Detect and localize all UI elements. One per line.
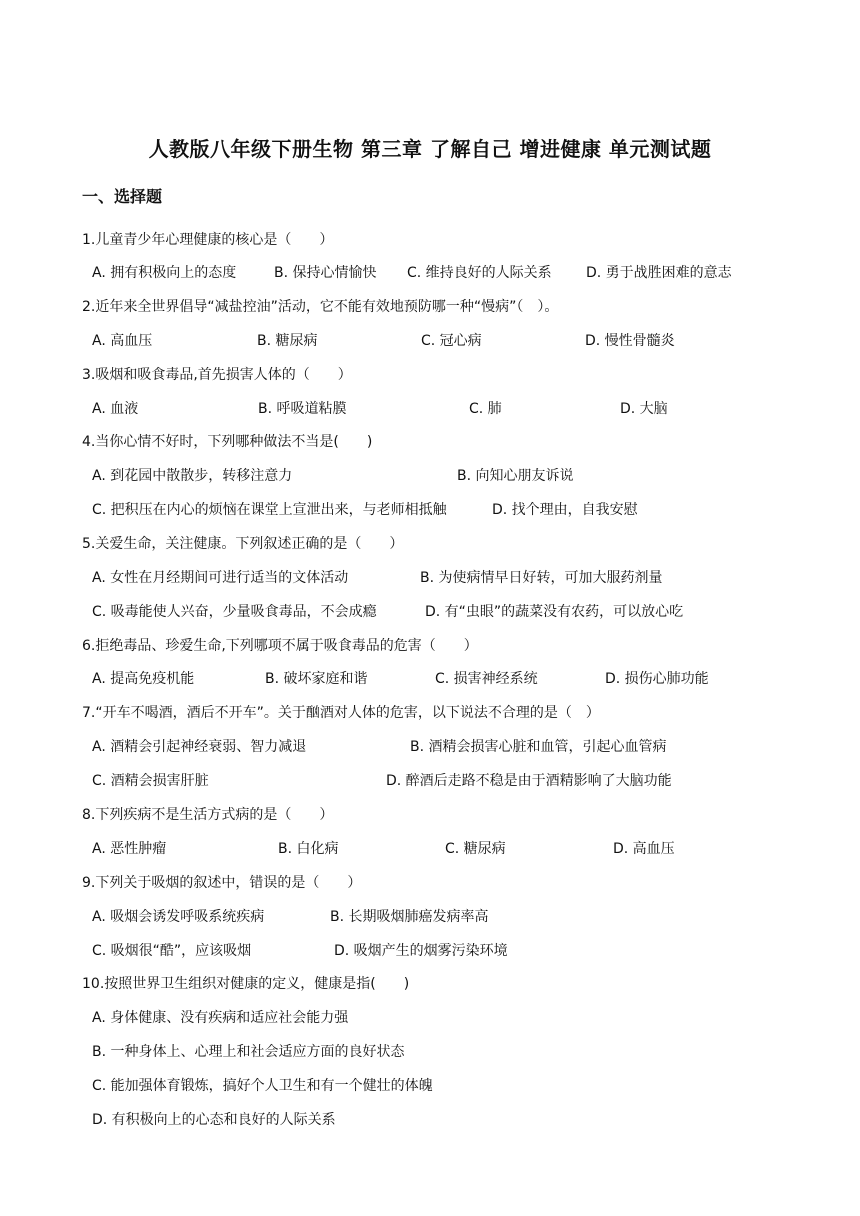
q10-option-d[interactable]: D. 有积极向上的心态和良好的人际关系 — [92, 1112, 336, 1128]
q1-option-d[interactable]: D. 勇于战胜困难的意志 — [586, 265, 732, 281]
q6-option-d[interactable]: D. 损伤心肺功能 — [605, 671, 709, 687]
q1-option-c[interactable]: C. 维持良好的人际关系 — [407, 265, 552, 281]
q6-option-c[interactable]: C. 损害神经系统 — [435, 671, 538, 687]
question-2: 2.近年来全世界倡导“减盐控油”活动，它不能有效地预防哪一种“慢病”（ ）。 — [82, 299, 559, 315]
question-1: 1.儿童青少年心理健康的核心是（ ） — [82, 232, 334, 248]
q5-option-d[interactable]: D. 有“虫眼”的蔬菜没有农药，可以放心吃 — [425, 604, 684, 620]
q7-option-a[interactable]: A. 酒精会引起神经衰弱、智力减退 — [92, 739, 307, 755]
q9-option-d[interactable]: D. 吸烟产生的烟雾污染环境 — [334, 943, 508, 959]
q4-option-a[interactable]: A. 到花园中散散步，转移注意力 — [92, 468, 293, 484]
q8-option-b[interactable]: B. 白化病 — [278, 841, 339, 857]
question-8: 8.下列疾病不是生活方式病的是（ ） — [82, 807, 334, 823]
q5-option-c[interactable]: C. 吸毒能使人兴奋，少量吸食毒品，不会成瘾 — [92, 604, 377, 620]
q4-option-d[interactable]: D. 找个理由，自我安慰 — [492, 502, 638, 518]
page-title: 人教版八年级下册生物 第三章 了解自己 增进健康 单元测试题 — [148, 137, 712, 161]
q2-option-b[interactable]: B. 糖尿病 — [257, 333, 318, 349]
q7-option-c[interactable]: C. 酒精会损害肝脏 — [92, 773, 209, 789]
q3-option-c[interactable]: C. 肺 — [469, 401, 502, 417]
q5-option-a[interactable]: A. 女性在月经期间可进行适当的文体活动 — [92, 570, 349, 586]
q9-option-a[interactable]: A. 吸烟会诱发呼吸系统疾病 — [92, 909, 265, 925]
question-3: 3.吸烟和吸食毒品,首先损害人体的（ ） — [82, 367, 352, 383]
q6-option-b[interactable]: B. 破坏家庭和谐 — [265, 671, 368, 687]
question-6: 6.拒绝毒品、珍爱生命,下列哪项不属于吸食毒品的危害（ ） — [82, 638, 478, 654]
q7-option-d[interactable]: D. 醉酒后走路不稳是由于酒精影响了大脑功能 — [386, 773, 672, 789]
q5-option-b[interactable]: B. 为使病情早日好转，可加大服药剂量 — [420, 570, 663, 586]
question-9: 9.下列关于吸烟的叙述中，错误的是（ ） — [82, 875, 362, 891]
question-4: 4.当你心情不好时，下列哪种做法不当是( ) — [82, 434, 373, 450]
q2-option-a[interactable]: A. 高血压 — [92, 333, 153, 349]
q10-option-c[interactable]: C. 能加强体育锻炼，搞好个人卫生和有一个健壮的体魄 — [92, 1078, 433, 1094]
q3-option-b[interactable]: B. 呼吸道粘膜 — [258, 401, 347, 417]
section-heading: 一、选择题 — [82, 187, 163, 206]
q10-option-a[interactable]: A. 身体健康、没有疾病和适应社会能力强 — [92, 1010, 349, 1026]
q7-option-b[interactable]: B. 酒精会损害心脏和血管，引起心血管病 — [410, 739, 667, 755]
q8-option-a[interactable]: A. 恶性肿瘤 — [92, 841, 167, 857]
q9-option-b[interactable]: B. 长期吸烟肺癌发病率高 — [330, 909, 489, 925]
q6-option-a[interactable]: A. 提高免疫机能 — [92, 671, 195, 687]
q3-option-a[interactable]: A. 血液 — [92, 401, 139, 417]
q3-option-d[interactable]: D. 大脑 — [620, 401, 668, 417]
q1-option-a[interactable]: A. 拥有积极向上的态度 — [92, 265, 237, 281]
q4-option-b[interactable]: B. 向知心朋友诉说 — [457, 468, 574, 484]
q8-option-c[interactable]: C. 糖尿病 — [445, 841, 506, 857]
question-5: 5.关爱生命，关注健康。下列叙述正确的是（ ） — [82, 536, 404, 552]
q2-option-c[interactable]: C. 冠心病 — [421, 333, 482, 349]
q8-option-d[interactable]: D. 高血压 — [613, 841, 675, 857]
question-10: 10.按照世界卫生组织对健康的定义，健康是指( ) — [82, 976, 410, 992]
question-7: 7.“开车不喝酒，酒后不开车”。关于酗酒对人体的危害，以下说法不合理的是（ ） — [82, 705, 600, 721]
q10-option-b[interactable]: B. 一种身体上、心理上和社会适应方面的良好状态 — [92, 1044, 405, 1060]
q9-option-c[interactable]: C. 吸烟很“酷”，应该吸烟 — [92, 943, 252, 959]
q1-option-b[interactable]: B. 保持心情愉快 — [274, 265, 377, 281]
q2-option-d[interactable]: D. 慢性骨髓炎 — [585, 333, 675, 349]
q4-option-c[interactable]: C. 把积压在内心的烦恼在课堂上宣泄出来，与老师相抵触 — [92, 502, 447, 518]
